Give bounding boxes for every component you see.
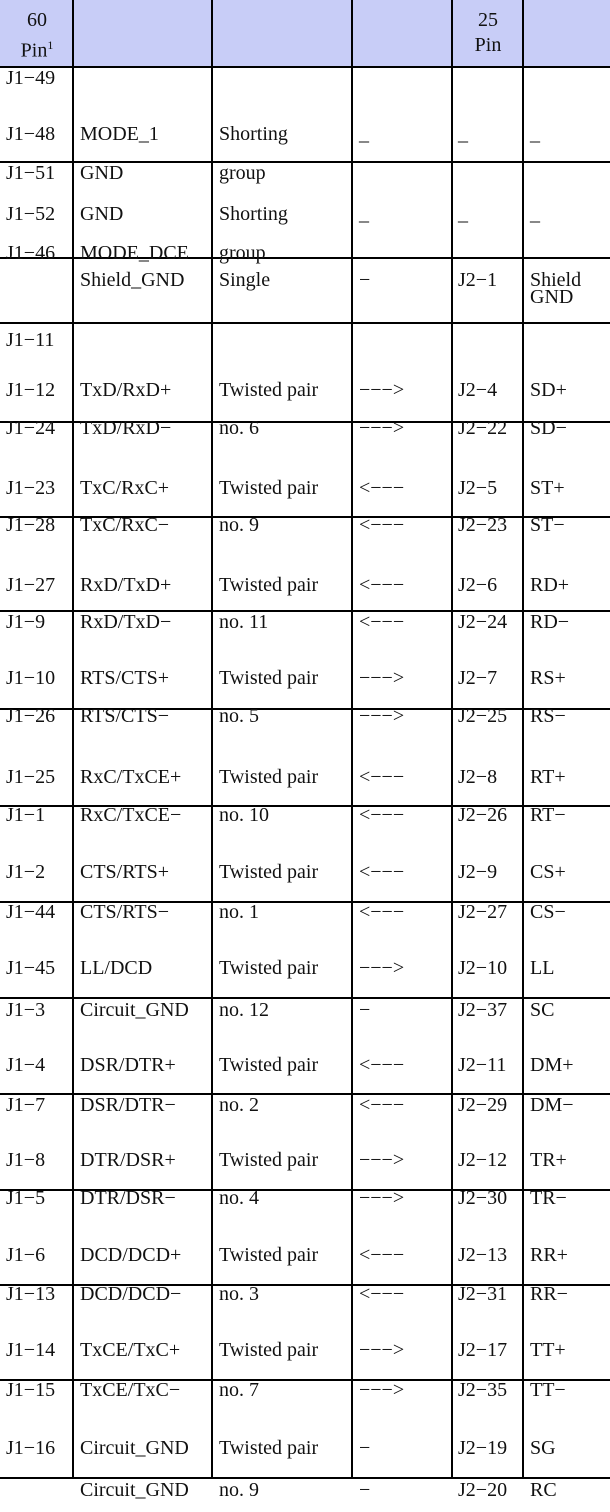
cell-cable: no. 4 (219, 1187, 259, 1209)
cell-60-pin: J1−46 (6, 242, 56, 264)
cell-cable: Twisted pair (219, 766, 319, 788)
cell-signal: Circuit_GND (80, 999, 189, 1021)
cell-signal-25: RS− (530, 705, 566, 727)
cell-60-pin: J1−26 (6, 705, 56, 727)
cell-signal: DTR/DSR+ (80, 1149, 176, 1171)
cell-signal: RxC/TxCE− (80, 804, 182, 826)
cell-signal: LL/DCD (80, 957, 153, 979)
cell-signal: TxCE/TxC+ (80, 1339, 181, 1361)
cell-direction: <−−− (359, 477, 405, 499)
column-divider (211, 0, 213, 1477)
cell-signal: TxCE/TxC− (80, 1379, 181, 1401)
cell-direction: _ (359, 123, 369, 145)
cell-signal-25: SD+ (530, 379, 567, 401)
cell-signal-25: RS+ (530, 667, 566, 689)
cell-60-pin: J1−44 (6, 901, 56, 923)
cell-signal: RxD/TxD− (80, 611, 172, 633)
cell-60-pin: J1−2 (6, 861, 46, 883)
cell-signal-25: SD− (530, 417, 567, 439)
cell-25-pin: _ (458, 203, 468, 225)
cell-25-pin: J2−27 (458, 901, 508, 923)
cell-signal: CTS/RTS+ (80, 861, 169, 883)
cell-25-pin: J2−26 (458, 804, 508, 826)
cell-direction: −−−> (359, 957, 405, 979)
cell-60-pin: J1−27 (6, 574, 56, 596)
cell-signal: TxC/RxC+ (80, 477, 170, 499)
cell-60-pin: J1−11 (6, 329, 55, 351)
cell-direction: <−−− (359, 611, 405, 633)
cell-signal: Circuit_GND (80, 1437, 189, 1459)
cell-direction: <−−− (359, 1054, 405, 1076)
cell-25-pin: J2−23 (458, 514, 508, 536)
cell-60-pin: J1−3 (6, 999, 46, 1021)
cell-signal-25: RT+ (530, 766, 566, 788)
cell-60-pin: J1−15 (6, 1379, 56, 1401)
cell-signal-25: SG (530, 1437, 556, 1459)
cell-signal: Shield_GND (80, 269, 185, 291)
cell-signal: Circuit_GND (80, 1479, 189, 1501)
cell-signal-25: TT+ (530, 1339, 566, 1361)
cell-signal-25: RC (530, 1479, 557, 1501)
cell-cable: no. 9 (219, 1479, 259, 1501)
cell-signal-25: RT− (530, 804, 566, 826)
cell-signal: DSR/DTR+ (80, 1054, 176, 1076)
cell-60-pin: J1−49 (6, 67, 56, 89)
cell-cable: no. 6 (219, 417, 259, 439)
cell-signal-25: Shield (530, 269, 582, 291)
cell-60-pin: J1−14 (6, 1339, 56, 1361)
cell-cable: Twisted pair (219, 861, 319, 883)
cell-cable: group (219, 242, 266, 264)
cell-signal: GND (80, 203, 124, 225)
cell-signal: DCD/DCD− (80, 1283, 182, 1305)
cell-60-pin: J1−12 (6, 379, 56, 401)
cell-direction: <−−− (359, 514, 405, 536)
cell-signal-25: RD+ (530, 574, 570, 596)
cell-cable: no. 2 (219, 1094, 259, 1116)
cell-25-pin: J2−37 (458, 999, 508, 1021)
footnote-marker: 1 (47, 38, 54, 52)
cell-signal: DTR/DSR− (80, 1187, 176, 1209)
cell-25-pin: J2−25 (458, 705, 508, 727)
cell-60-pin: J1−6 (6, 1244, 46, 1266)
cell-cable: no. 12 (219, 999, 269, 1021)
cell-direction: <−−− (359, 766, 405, 788)
cell-cable: Twisted pair (219, 379, 319, 401)
cell-signal-25: TR− (530, 1187, 567, 1209)
cell-cable: no. 3 (219, 1283, 259, 1305)
header-25-label: 25 (478, 9, 498, 31)
cell-cable: no. 9 (219, 514, 259, 536)
header-pin-label-2: Pin (474, 34, 502, 56)
cell-signal-25: CS− (530, 901, 566, 923)
cell-direction: − (359, 1479, 371, 1501)
cell-signal: MODE_1 (80, 123, 159, 145)
row-divider (0, 322, 610, 324)
cell-60-pin: J1−51 (6, 162, 56, 184)
cell-signal: RTS/CTS− (80, 705, 169, 727)
cell-signal-25: RR+ (530, 1244, 568, 1266)
column-divider (451, 0, 453, 1477)
cell-direction: − (359, 1437, 371, 1459)
cell-direction: −−−> (359, 1339, 405, 1361)
cell-25-pin: J2−31 (458, 1283, 508, 1305)
cell-direction: −−−> (359, 705, 405, 727)
cell-signal: DCD/DCD+ (80, 1244, 182, 1266)
cell-cable: Shorting (219, 203, 288, 225)
cell-25-pin: J2−22 (458, 417, 508, 439)
cell-60-pin: J1−52 (6, 203, 56, 225)
cell-25-pin: J2−1 (458, 269, 498, 291)
cell-signal: MODE_DCE (80, 242, 189, 264)
cell-60-pin: J1−1 (6, 804, 46, 826)
cell-signal-25: _ (530, 123, 540, 145)
cell-direction: <−−− (359, 574, 405, 596)
cell-direction: − (359, 269, 371, 291)
cell-25-pin: J2−24 (458, 611, 508, 633)
cell-signal-25: DM− (530, 1094, 574, 1116)
cell-signal-25: GND (530, 286, 574, 308)
cell-25-pin: J2−35 (458, 1379, 508, 1401)
column-divider (72, 0, 74, 1477)
cell-direction: <−−− (359, 1283, 405, 1305)
cell-cable: Twisted pair (219, 667, 319, 689)
cell-cable: Twisted pair (219, 574, 319, 596)
cell-cable: no. 7 (219, 1379, 259, 1401)
cell-60-pin: J1−16 (6, 1437, 56, 1459)
cell-25-pin: J2−11 (458, 1054, 507, 1076)
cell-60-pin: J1−45 (6, 957, 56, 979)
cell-signal: RxC/TxCE+ (80, 766, 182, 788)
cell-60-pin: J1−24 (6, 417, 56, 439)
cell-signal-25: LL (530, 957, 555, 979)
cell-signal-25: ST+ (530, 477, 565, 499)
cell-cable: Twisted pair (219, 1339, 319, 1361)
cell-60-pin: J1−23 (6, 477, 56, 499)
cell-cable: no. 10 (219, 804, 269, 826)
cell-direction: −−−> (359, 379, 405, 401)
cell-cable: no. 5 (219, 705, 259, 727)
cell-60-pin: J1−28 (6, 514, 56, 536)
cell-60-pin: J1−8 (6, 1149, 46, 1171)
cell-25-pin: _ (458, 123, 468, 145)
cell-signal: TxD/RxD+ (80, 379, 172, 401)
column-divider (351, 0, 353, 1477)
cell-direction: <−−− (359, 1094, 405, 1116)
cell-cable: Twisted pair (219, 957, 319, 979)
cell-60-pin: J1−9 (6, 611, 46, 633)
cell-25-pin: J2−29 (458, 1094, 508, 1116)
cell-direction: −−−> (359, 417, 405, 439)
row-divider (0, 66, 610, 68)
cell-direction: −−−> (359, 1379, 405, 1401)
cell-direction: <−−− (359, 901, 405, 923)
cell-signal-25: TT− (530, 1379, 566, 1401)
cell-cable: Shorting (219, 123, 288, 145)
cell-cable: no. 11 (219, 611, 269, 633)
cell-cable: Twisted pair (219, 477, 319, 499)
cell-cable: Twisted pair (219, 1149, 319, 1171)
header-pin-label (0, 33, 74, 64)
cell-signal: TxC/RxC− (80, 514, 170, 536)
cell-25-pin: J2−8 (458, 766, 498, 788)
cell-signal-25: RR− (530, 1283, 568, 1305)
cell-25-pin: J2−6 (458, 574, 498, 596)
cell-signal: DSR/DTR− (80, 1094, 176, 1116)
cell-cable: group (219, 162, 266, 184)
cell-25-pin: J2−17 (458, 1339, 508, 1361)
cell-cable: Twisted pair (219, 1437, 319, 1459)
cell-signal-25: TR+ (530, 1149, 567, 1171)
header-pin-text: Pin (20, 39, 48, 62)
cell-cable: Single (219, 269, 271, 291)
cell-25-pin: J2−30 (458, 1187, 508, 1209)
header-60-label: 60 (27, 9, 47, 31)
cell-60-pin: J1−10 (6, 667, 56, 689)
cell-direction: − (359, 999, 371, 1021)
column-divider (522, 0, 524, 1477)
cell-signal: RxD/TxD+ (80, 574, 172, 596)
cell-direction: <−−− (359, 804, 405, 826)
header-25-pin (454, 8, 522, 58)
cell-60-pin: J1−4 (6, 1054, 46, 1076)
cell-60-pin: J1−7 (6, 1094, 46, 1116)
cell-direction: −−−> (359, 1149, 405, 1171)
cell-cable: Twisted pair (219, 1244, 319, 1266)
cell-25-pin: J2−9 (458, 861, 498, 883)
cell-25-pin: J2−10 (458, 957, 508, 979)
cell-direction: −−−> (359, 667, 405, 689)
cell-60-pin: J1−13 (6, 1283, 56, 1305)
cell-25-pin: J2−13 (458, 1244, 508, 1266)
cell-signal-25: CS+ (530, 861, 566, 883)
cell-25-pin: J2−20 (458, 1479, 508, 1501)
cell-direction: −−−> (359, 1187, 405, 1209)
cell-signal: CTS/RTS− (80, 901, 169, 923)
cell-25-pin: J2−4 (458, 379, 498, 401)
cell-25-pin: J2−19 (458, 1437, 508, 1459)
cell-signal: TxD/RxD− (80, 417, 172, 439)
cell-direction: _ (359, 203, 369, 225)
cell-cable: Twisted pair (219, 1054, 319, 1076)
cell-60-pin: J1−25 (6, 766, 56, 788)
cell-25-pin: J2−12 (458, 1149, 508, 1171)
cell-signal: GND (80, 162, 124, 184)
cell-25-pin: J2−7 (458, 667, 498, 689)
cell-signal-25: SC (530, 999, 555, 1021)
cell-direction: <−−− (359, 861, 405, 883)
cell-signal-25: _ (530, 203, 540, 225)
cell-signal-25: DM+ (530, 1054, 574, 1076)
cell-signal-25: ST− (530, 514, 565, 536)
cell-cable: no. 1 (219, 901, 259, 923)
cell-60-pin: J1−5 (6, 1187, 46, 1209)
cell-25-pin: J2−5 (458, 477, 498, 499)
header-60-pin (0, 8, 74, 64)
cell-60-pin: J1−48 (6, 123, 56, 145)
cell-direction: <−−− (359, 1244, 405, 1266)
cell-signal-25: RD− (530, 611, 570, 633)
cell-signal: RTS/CTS+ (80, 667, 169, 689)
